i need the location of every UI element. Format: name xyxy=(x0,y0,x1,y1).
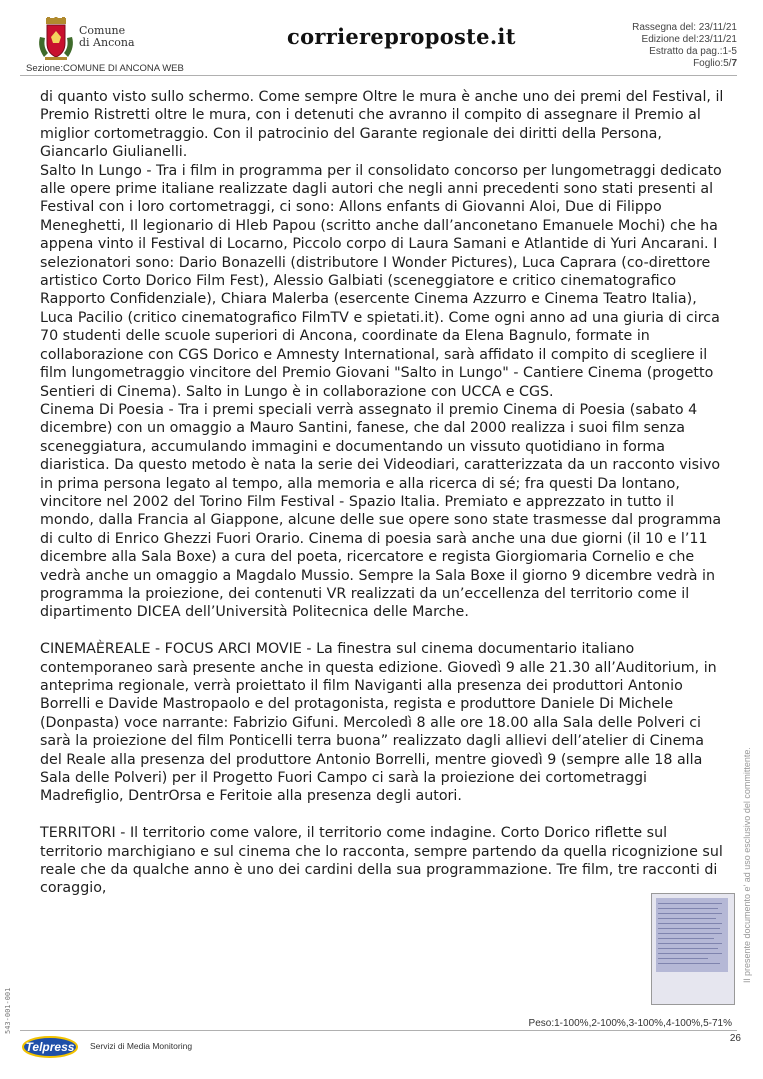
page-number: 26 xyxy=(729,1033,741,1044)
comune-name xyxy=(79,25,135,49)
telpress-wordmark: Telpress xyxy=(25,1040,75,1054)
paragraph-salto-in-lungo: Salto In Lungo - Tra i film in programma per il consolidato concorso per lungometraggi dedicato alle opere prime italiane realizzate dagli autori che negli anni precedenti sono stati presenti al Festival con i loro cortometraggi, ci sono: Allons enfants di Giovanni Aloi, Due di Filippo Meneghetti, Il legionario di Hleb Papou (scritto anche dall’anconetano Emanuele Mochi) che ha appena vinto il Festival di Locarno, Piccolo corpo di Laura Samani e Atlantide di Yuri Ancarani. I selezionatori sono: Dario Bonazelli (distributore I Wonder Pictures), Luca Caprara (co-direttore artistico Corto Dorico Film Fest), Alessio Galbiati (sceneggiatore e critico cinematografico Rapporto Confidenziale), Chiara Malerba (esercente Cinema Azzurro e Cinema Teatro Italia), Luca Pacilio (critico cinematografico FilmTV e spietati.it). Come ogni anno ad una giuria di circa 70 studenti delle scuole superiori di Ancona, coordinate da Elena Bagnulo, formate in collaborazione con CGS Dorico e Amnesty International, sarà affidato il compito di scegliere il film lungometraggio vincitore del Premio Giovani "Salto in Lungo" - Cantiere Cinema (progetto Sentieri di Cinema). Salto in Lungo è in collaborazione con UCCA e CGS. xyxy=(40,162,722,400)
article-body xyxy=(40,88,730,898)
foglio-total: 7 xyxy=(731,58,737,69)
thumbnail-line xyxy=(658,958,708,959)
thumbnail-line xyxy=(658,928,720,929)
comune-line1: Comune xyxy=(79,24,126,37)
rassegna-date: Rassegna del: 23/11/21 xyxy=(632,22,737,33)
thumbnail-line xyxy=(658,923,722,924)
page-thumbnail xyxy=(651,893,735,1005)
thumbnail-line xyxy=(658,903,722,904)
telpress-logo xyxy=(22,1036,78,1058)
document-code: 543-001-001 xyxy=(4,987,12,1034)
services-caption: Servizi di Media Monitoring xyxy=(90,1041,193,1051)
masthead-title: corriereproposte.it xyxy=(287,24,516,49)
thumbnail-line xyxy=(658,908,718,909)
paragraph-cinemaereale: CINEMAÈREALE - FOCUS ARCI MOVIE - La finestra sul cinema documentario italiano contemporaneo sarà presente anche in questa edizione. Giovedì 9 alle 21.30 all’Auditorium, in anteprima regionale, verrà proiettato il film Naviganti alla presenza dei produttori Antonio Borrelli e Davide Mastropaolo e del protagonista, regista e produttore Daniele Di Michele (Donpasta) voce narrante: Fabrizio Gifuni. Mercoledì 8 alle ore 18.00 alla Sala delle Polveri ci sarà la proiezione del film Ponticelli terra buona” realizzato dagli allievi dell’atelier di Cinema del Reale alla presenza del produttore Antonio Borrelli, mentre giovedì 9 (sempre alle 18 alla Sala delle Polveri) per il Progetto Fuori Campo ci sarà la proiezione dei cortometraggi Madrefiglio, DentrOrsa e Feritoie alla presenza degli autori. xyxy=(40,641,717,805)
thumbnail-line xyxy=(658,913,722,914)
peso-percentages: Peso:1-100%,2-100%,3-100%,4-100%,5-71% xyxy=(528,1018,732,1029)
thumbnail-line xyxy=(658,933,722,934)
paragraph-territori: TERRITORI - Il territorio come valore, il territorio come indagine. Corto Dorico riflette sul territorio marchigiano e sul cinema che lo racconta, sempre partendo da quella ricognizione sul reale che da qualche anno è uno dei cardini della sua programmazione. Tre film, tre racconti di coraggio, xyxy=(40,825,723,897)
thumbnail-line xyxy=(658,953,722,954)
page-header xyxy=(0,0,763,78)
paragraph-cinema-di-poesia: Cinema Di Poesia - Tra i premi speciali verrà assegnato il premio Cinema di Poesia (sabato 4 dicembre) con un omaggio a Mauro Santini, fanese, che dal 2000 realizza i suoi film senza sceneggiatura, accumulando immagini e documentando un vissuto quotidiano in forma diaristica. Da questo metodo è nata la serie dei Videodiari, caratterizzata da un racconto visivo in prima persona legato al tempo, alla memoria e alla ricerca di sé; fra questi Da lontano, vincitore nel 2002 del Torino Film Festival - Spazio Italia. Premiato e apprezzato in tutto il mondo, dalla Francia al Giappone, alcune delle sue opere sono state trasmesse dal programma di culto di Enrico Ghezzi Fuori Orario. Cinema di poesia sarà anche una due giorni (il 10 e l’11 dicembre alla Sala Boxe) a cura del poeta, ricercatore e regista Giorgiomaria Cornelio e che vedrà anche un omaggio a Magdalo Mussio. Sempre la Sala Boxe il giorno 9 dicembre vedrà in programma la proiezione, dei contenuti VR realizzati da un’eccellenza del territorio come il dipartimento DICEA dell’Università Politecnica delle Marche. xyxy=(40,401,722,621)
thumbnail-text-block xyxy=(656,898,728,972)
comune-logo xyxy=(36,17,146,63)
thumbnail-line xyxy=(658,963,720,964)
paragraph-oltre-le-mura: di quanto visto sullo schermo. Come sempre Oltre le mura è anche uno dei premi del Festival, il Premio Ristretti oltre le mura, con i detenuti che avranno il compito di assegnare il Premio al miglior cortometraggio. Con il patrocinio del Garante regionale dei diritti della Persona, Giancarlo Giulianelli. xyxy=(40,89,724,161)
coat-of-arms-icon xyxy=(36,17,76,61)
thumbnail-line xyxy=(658,918,716,919)
thumbnail-line xyxy=(658,938,714,939)
foglio-count xyxy=(632,58,737,70)
section-label: Sezione:COMUNE DI ANCONA WEB xyxy=(26,63,184,74)
footer-divider xyxy=(20,1030,737,1031)
thumbnail-line xyxy=(658,943,722,944)
foglio-prefix: Foglio:5/ xyxy=(693,58,732,69)
estratto-pages: Estratto da pag.:1-5 xyxy=(649,46,737,57)
usage-disclaimer: Il presente documento e' ad uso esclusivo del committente. xyxy=(742,747,752,983)
press-metadata xyxy=(632,22,737,70)
edizione-date: Edizione del:23/11/21 xyxy=(641,34,737,45)
header-divider xyxy=(20,75,737,76)
comune-line2: di Ancona xyxy=(79,36,135,49)
thumbnail-line xyxy=(658,948,718,949)
